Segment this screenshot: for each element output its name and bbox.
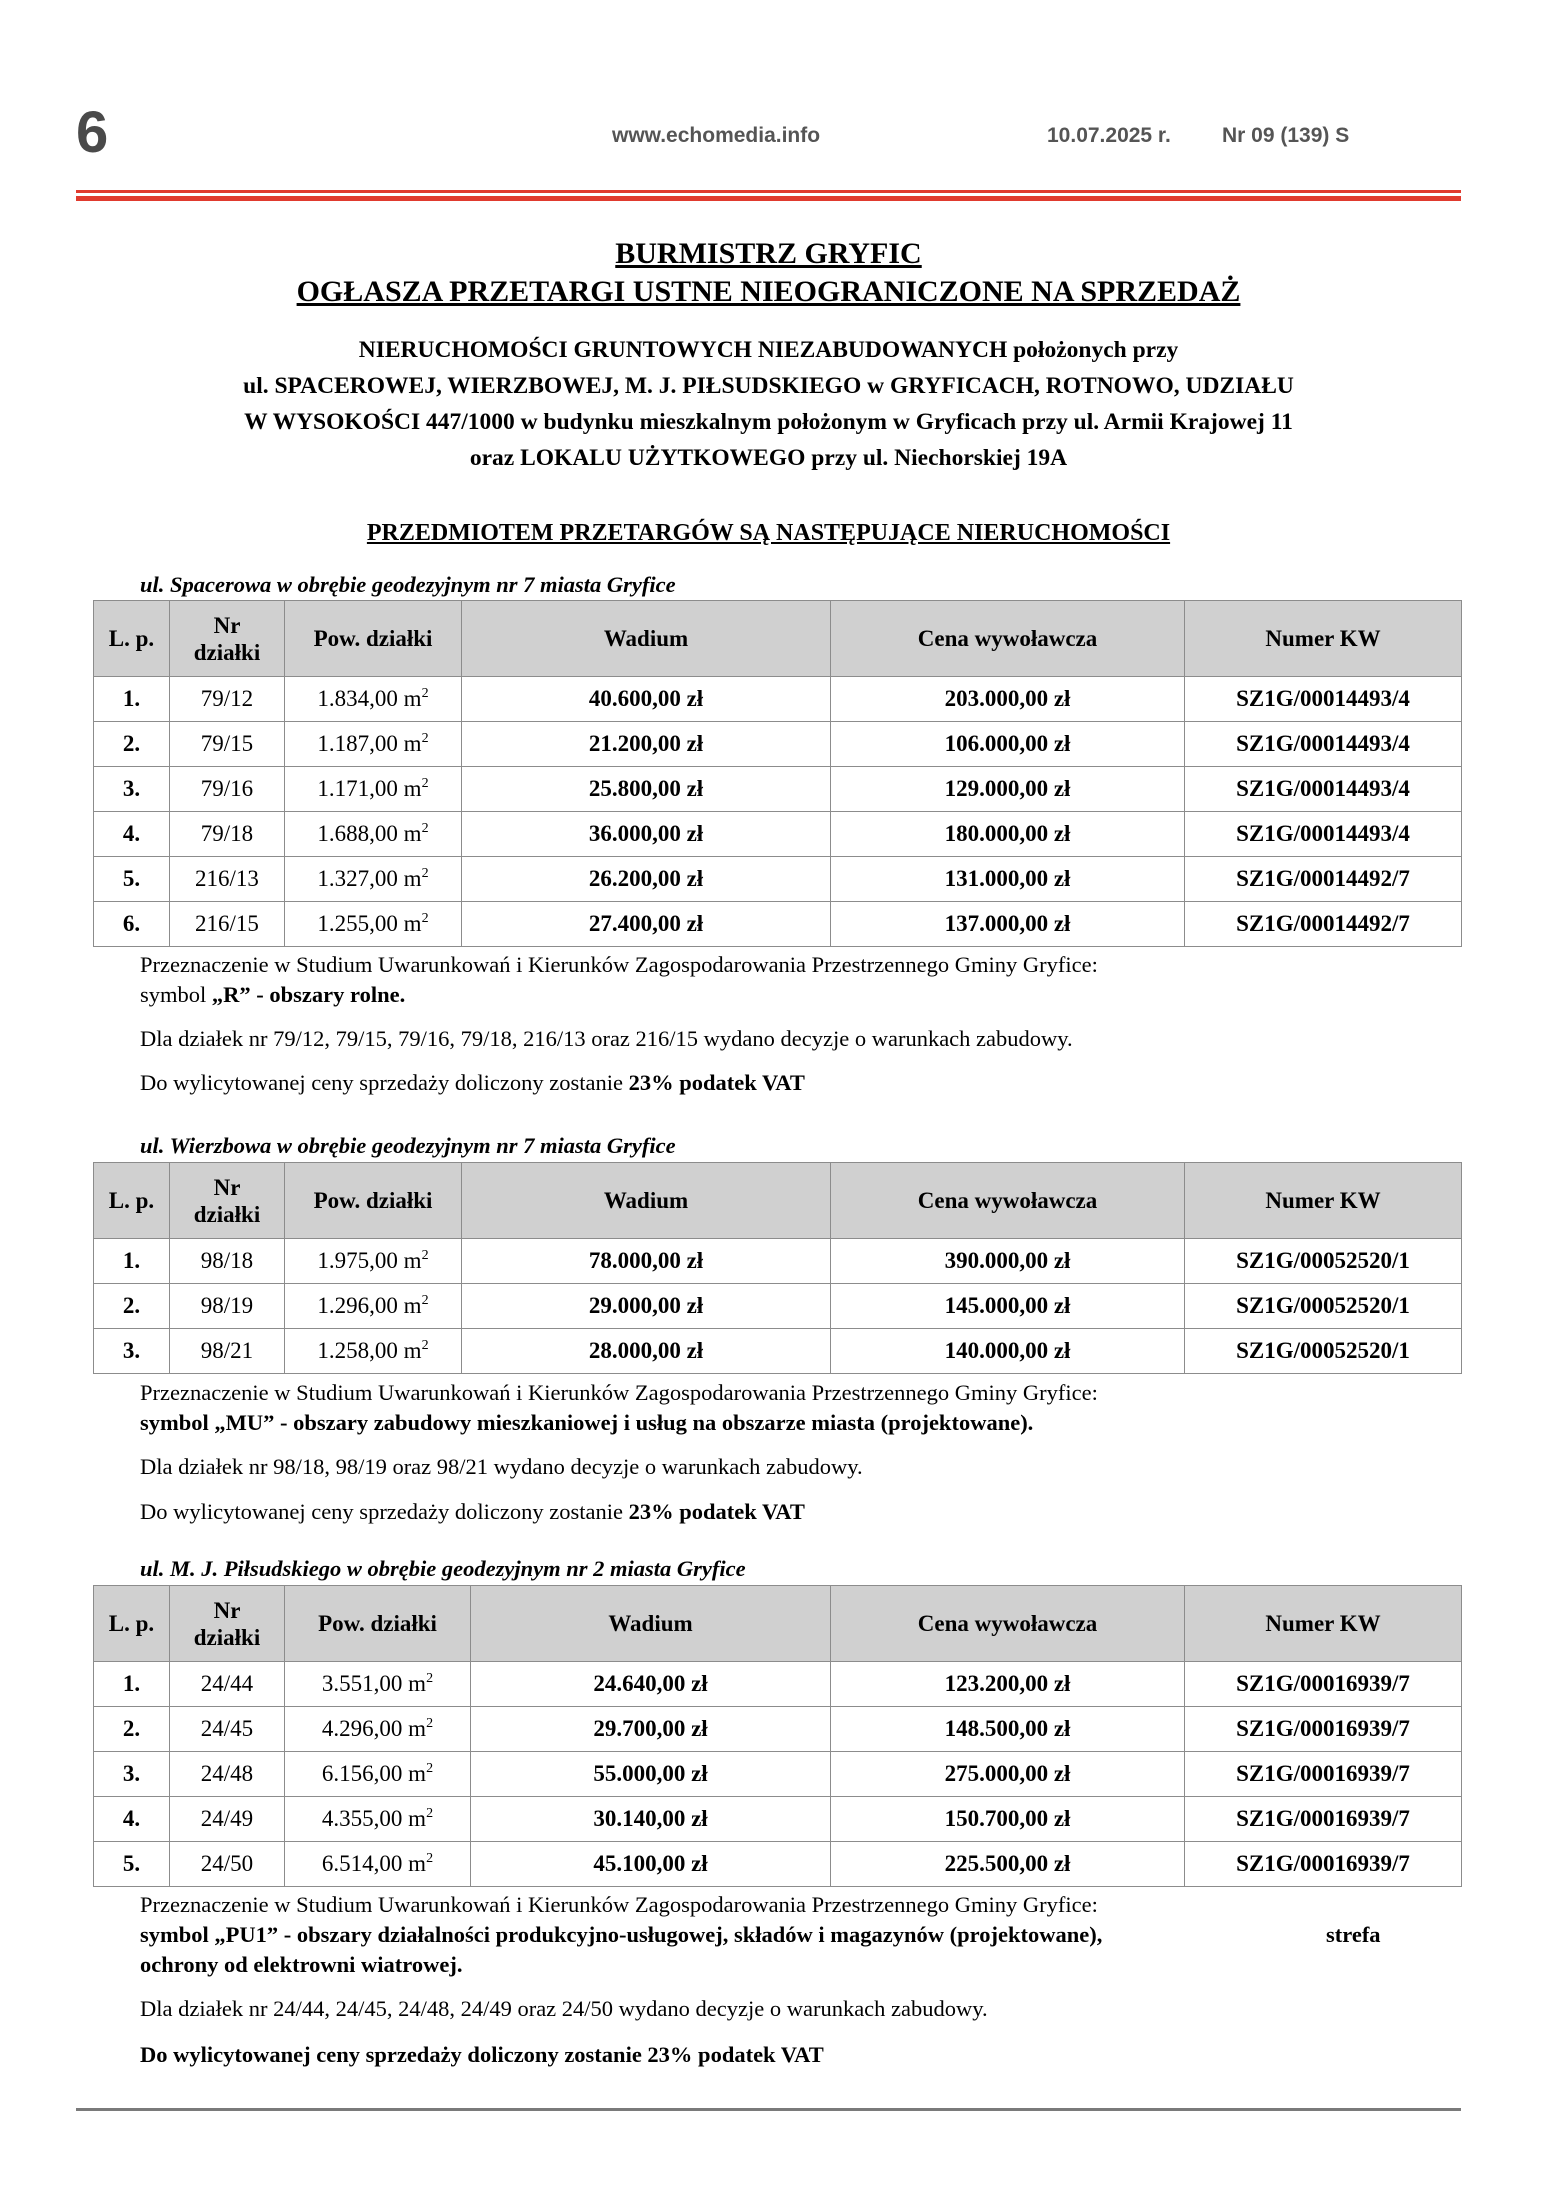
cell-lp: 3. [94, 767, 170, 812]
cell-area: 1.258,00 $m^2$ [285, 1329, 462, 1374]
subtitle-line-2: ul. SPACEROWEJ, WIERZBOWEJ, M. J. PIŁSUDSKIEGO w GRYFICACH, ROTNOWO, UDZIAŁU [243, 373, 1294, 399]
cell-plot-number: 79/18 [170, 812, 285, 857]
cell-price: 275.000,00 zł [831, 1752, 1185, 1797]
cell-area: 6.156,00 $m^2$ [285, 1752, 471, 1797]
cell-area: 1.255,00 $m^2$ [285, 902, 462, 947]
column-header-kw: Numer KW [1185, 1586, 1462, 1662]
table-row [94, 902, 1462, 947]
column-header-area: Pow. działki [285, 1586, 471, 1662]
location-heading: ul. M. J. Piłsudskiego w obrębie geodezyjnym nr 2 miasta Gryfice [140, 1556, 746, 1581]
cell-price: 131.000,00 zł [831, 857, 1185, 902]
table-row [94, 1239, 1462, 1284]
cell-wadium: 24.640,00 zł [471, 1662, 831, 1707]
symbol-text: symbol „MU” - obszary zabudowy mieszkaniowej i usług na obszarze miasta (projektowane). [140, 1410, 1034, 1435]
plots-table [93, 600, 1462, 947]
subtitle-line-3: W WYSOKOŚCI 447/1000 w budynku mieszkalnym położonym w Gryficach przy ul. Armii Krajowej 11 [244, 409, 1293, 435]
cell-price: 129.000,00 zł [831, 767, 1185, 812]
symbol-text-strefa: strefa [1326, 1922, 1381, 1947]
cell-price: 150.700,00 zł [831, 1797, 1185, 1842]
cell-kw: SZ1G/00014493/4 [1185, 767, 1462, 812]
cell-wadium: 78.000,00 zł [462, 1239, 831, 1284]
cell-area: 3.551,00 $m^2$ [285, 1662, 471, 1707]
cell-price: 203.000,00 zł [831, 677, 1185, 722]
cell-plot-number: 24/45 [170, 1707, 285, 1752]
column-header-nr: Nr działki [170, 1163, 285, 1239]
cell-lp: 2. [94, 722, 170, 767]
cell-kw: SZ1G/00052520/1 [1185, 1284, 1462, 1329]
symbol-text-continued: ochrony od elektrowni wiatrowej. [140, 1952, 463, 1977]
cell-wadium: 36.000,00 zł [462, 812, 831, 857]
column-header-price: Cena wywoławcza [831, 601, 1185, 677]
cell-lp: 1. [94, 1239, 170, 1284]
column-header-nr: Nr działki [170, 1586, 285, 1662]
cell-price: 180.000,00 zł [831, 812, 1185, 857]
announcement-title-2: OGŁASZA PRZETARGI USTNE NIEOGRANICZONE NA SPRZEDAŻ [296, 275, 1241, 308]
column-header-price: Cena wywoławcza [831, 1586, 1185, 1662]
cell-area: 1.834,00 $m^2$ [285, 677, 462, 722]
subtitle-line-4: oraz LOKALU UŻYTKOWEGO przy ul. Niechorskiej 19A [469, 445, 1068, 471]
table-row [94, 767, 1462, 812]
cell-kw: SZ1G/00016939/7 [1185, 1662, 1462, 1707]
column-header-wadium: Wadium [462, 1163, 831, 1239]
cell-area: 1.187,00 $m^2$ [285, 722, 462, 767]
cell-plot-number: 98/19 [170, 1284, 285, 1329]
cell-price: 145.000,00 zł [831, 1284, 1185, 1329]
table-row [94, 1662, 1462, 1707]
cell-area: 1.688,00 $m^2$ [285, 812, 462, 857]
cell-kw: SZ1G/00014493/4 [1185, 677, 1462, 722]
cell-price: 225.500,00 zł [831, 1842, 1185, 1887]
cell-wadium: 29.000,00 zł [462, 1284, 831, 1329]
page-number: 6 [76, 100, 109, 165]
issue-date: 10.07.2025 r. [1047, 124, 1171, 147]
cell-lp: 2. [94, 1707, 170, 1752]
cell-kw: SZ1G/00014493/4 [1185, 812, 1462, 857]
cell-wadium: 40.600,00 zł [462, 677, 831, 722]
column-header-lp: L. p. [94, 1163, 170, 1239]
cell-price: 123.200,00 zł [831, 1662, 1185, 1707]
table-row [94, 1752, 1462, 1797]
purpose-text: Przeznaczenie w Studium Uwarunkowań i Kierunków Zagospodarowania Przestrzennego Gminy Gryfice: [140, 1892, 1098, 1917]
cell-wadium: 45.100,00 zł [471, 1842, 831, 1887]
cell-wadium: 55.000,00 zł [471, 1752, 831, 1797]
cell-plot-number: 79/12 [170, 677, 285, 722]
decision-text: Dla działek nr 98/18, 98/19 oraz 98/21 wydano decyzje o warunkach zabudowy. [140, 1454, 863, 1479]
cell-wadium: 28.000,00 zł [462, 1329, 831, 1374]
table-row [94, 857, 1462, 902]
cell-wadium: 25.800,00 zł [462, 767, 831, 812]
cell-plot-number: 216/13 [170, 857, 285, 902]
cell-kw: SZ1G/00014492/7 [1185, 902, 1462, 947]
cell-price: 106.000,00 zł [831, 722, 1185, 767]
symbol-text: symbol „R” - obszary rolne. [140, 982, 406, 1007]
cell-area: 6.514,00 $m^2$ [285, 1842, 471, 1887]
decision-text: Dla działek nr 79/12, 79/15, 79/16, 79/18, 216/13 oraz 216/15 wydano decyzje o warunkach zabudowy. [140, 1026, 1073, 1051]
cell-plot-number: 79/15 [170, 722, 285, 767]
cell-wadium: 27.400,00 zł [462, 902, 831, 947]
cell-price: 137.000,00 zł [831, 902, 1185, 947]
vat-text: Do wylicytowanej ceny sprzedaży doliczony zostanie 23% podatek VAT [140, 1070, 805, 1095]
column-header-wadium: Wadium [462, 601, 831, 677]
cell-kw: SZ1G/00052520/1 [1185, 1329, 1462, 1374]
cell-lp: 4. [94, 812, 170, 857]
table-row [94, 677, 1462, 722]
column-header-price: Cena wywoławcza [831, 1163, 1185, 1239]
announcement-title: BURMISTRZ GRYFIC [615, 237, 922, 270]
location-heading: ul. Spacerowa w obrębie geodezyjnym nr 7 miasta Gryfice [140, 572, 676, 597]
cell-lp: 3. [94, 1752, 170, 1797]
issue-number: Nr 09 (139) S [1222, 124, 1350, 147]
purpose-text: Przeznaczenie w Studium Uwarunkowań i Kierunków Zagospodarowania Przestrzennego Gminy Gryfice: [140, 1380, 1098, 1405]
table-row [94, 1329, 1462, 1374]
cell-plot-number: 216/15 [170, 902, 285, 947]
vat-text: Do wylicytowanej ceny sprzedaży doliczony zostanie 23% podatek VAT [140, 1499, 805, 1524]
cell-plot-number: 24/44 [170, 1662, 285, 1707]
column-header-kw: Numer KW [1185, 1163, 1462, 1239]
cell-price: 140.000,00 zł [831, 1329, 1185, 1374]
purpose-text: Przeznaczenie w Studium Uwarunkowań i Kierunków Zagospodarowania Przestrzennego Gminy Gryfice: [140, 952, 1098, 977]
cell-lp: 1. [94, 677, 170, 722]
cell-kw: SZ1G/00014493/4 [1185, 722, 1462, 767]
cell-lp: 3. [94, 1329, 170, 1374]
column-header-lp: L. p. [94, 1586, 170, 1662]
cell-kw: SZ1G/00052520/1 [1185, 1239, 1462, 1284]
vat-text: Do wylicytowanej ceny sprzedaży doliczony zostanie 23% podatek VAT [140, 2042, 824, 2067]
cell-price: 390.000,00 zł [831, 1239, 1185, 1284]
table-row [94, 1707, 1462, 1752]
column-header-wadium: Wadium [471, 1586, 831, 1662]
table-row [94, 722, 1462, 767]
subtitle-line-1: NIERUCHOMOŚCI GRUNTOWYCH NIEZABUDOWANYCH położonych przy [358, 337, 1179, 363]
cell-kw: SZ1G/00016939/7 [1185, 1842, 1462, 1887]
table-row [94, 1842, 1462, 1887]
column-header-area: Pow. działki [285, 601, 462, 677]
cell-area: 4.296,00 $m^2$ [285, 1707, 471, 1752]
plots-table [93, 1585, 1462, 1887]
website-url: www.echomedia.info [612, 124, 821, 147]
cell-plot-number: 98/21 [170, 1329, 285, 1374]
cell-kw: SZ1G/00016939/7 [1185, 1797, 1462, 1842]
cell-plot-number: 24/49 [170, 1797, 285, 1842]
cell-wadium: 29.700,00 zł [471, 1707, 831, 1752]
cell-lp: 6. [94, 902, 170, 947]
header-rule-bottom [76, 196, 1461, 201]
cell-area: 1.975,00 $m^2$ [285, 1239, 462, 1284]
column-header-nr: Nr działki [170, 601, 285, 677]
table-row [94, 1284, 1462, 1329]
cell-area: 1.296,00 $m^2$ [285, 1284, 462, 1329]
cell-area: 4.355,00 $m^2$ [285, 1797, 471, 1842]
symbol-text: symbol „PU1” - obszary działalności produkcyjno-usługowej, składów i magazynów (projektowane), [140, 1922, 1103, 1947]
cell-plot-number: 79/16 [170, 767, 285, 812]
cell-lp: 4. [94, 1797, 170, 1842]
plots-table [93, 1162, 1462, 1374]
column-header-lp: L. p. [94, 601, 170, 677]
column-header-area: Pow. działki [285, 1163, 462, 1239]
cell-kw: SZ1G/00016939/7 [1185, 1752, 1462, 1797]
cell-kw: SZ1G/00016939/7 [1185, 1707, 1462, 1752]
cell-plot-number: 98/18 [170, 1239, 285, 1284]
cell-kw: SZ1G/00014492/7 [1185, 857, 1462, 902]
cell-lp: 2. [94, 1284, 170, 1329]
cell-wadium: 30.140,00 zł [471, 1797, 831, 1842]
cell-plot-number: 24/50 [170, 1842, 285, 1887]
column-header-kw: Numer KW [1185, 601, 1462, 677]
cell-lp: 5. [94, 1842, 170, 1887]
decision-text: Dla działek nr 24/44, 24/45, 24/48, 24/49 oraz 24/50 wydano decyzje o warunkach zabudowy. [140, 1996, 988, 2021]
cell-area: 1.327,00 $m^2$ [285, 857, 462, 902]
cell-plot-number: 24/48 [170, 1752, 285, 1797]
table-row [94, 1797, 1462, 1842]
location-heading: ul. Wierzbowa w obrębie geodezyjnym nr 7 miasta Gryfice [140, 1133, 676, 1158]
cell-price: 148.500,00 zł [831, 1707, 1185, 1752]
section-heading: PRZEDMIOTEM PRZETARGÓW SĄ NASTĘPUJĄCE NIERUCHOMOŚCI [366, 520, 1171, 546]
cell-wadium: 21.200,00 zł [462, 722, 831, 767]
cell-lp: 5. [94, 857, 170, 902]
cell-lp: 1. [94, 1662, 170, 1707]
cell-wadium: 26.200,00 zł [462, 857, 831, 902]
cell-area: 1.171,00 $m^2$ [285, 767, 462, 812]
footer-rule [76, 2108, 1461, 2111]
header-rule-top [76, 190, 1461, 193]
table-row [94, 812, 1462, 857]
